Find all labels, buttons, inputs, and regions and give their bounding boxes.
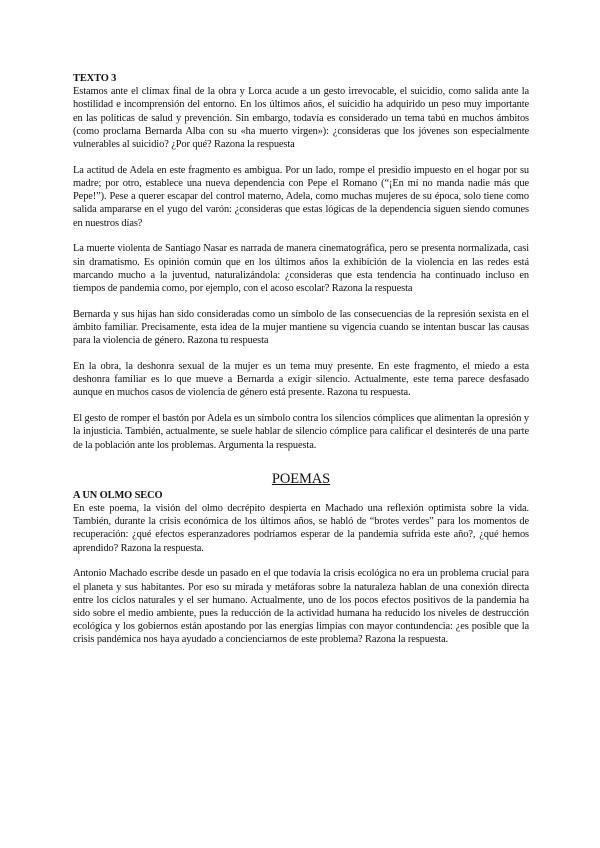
texto3-question-6: El gesto de romper el bastón por Adela es un símbolo contra los silencios cómplices que alimentan la opresión y la injusticia. También, actualmente, se suele hablar de silencio cómplice para calificar el desinterés de una parte de la población ante los problemas. Argumenta la respuesta. — [73, 413, 529, 451]
poem-subheading: A UN OLMO SECO — [73, 489, 163, 501]
texto3-question-1: Estamos ante el clímax final de la obra y Lorca acude a un gesto irrevocable, el suicidio, como salida ante la hostilidad e incomprensión del entorno. En los últimos años, el suicidio ha adquirido un peso muy importante en las políticas de salud y prevención. Sin embargo, todavía es considerado un tema tabú en muchos ámbitos (como proclama Bernarda Alba con su «ha muerto virgen»): ¿consideras que los jóvenes son especialmente vulnerables al suicidio? ¿Por qué? Razona la respuesta — [73, 86, 529, 151]
texto3-question-5: En la obra, la deshonra sexual de la mujer es un tema muy presente. En este fragmento, el miedo a esta deshonra familiar es lo que mueve a Bernarda a exigir silencio. Actualmente, este tema parece desfasado aunque en muchos casos de violencia de género está presente. Razona tu respuesta. — [73, 361, 529, 399]
texto3-heading: TEXTO 3 — [73, 73, 117, 84]
poem-question-1: En este poema, la visión del olmo decrépito despierta en Machado una reflexión optimista sobre la vida. También, durante la crisis económica de los últimos años, se habló de “brotes verdes” para los momentos de recuperación: ¿qué efectos esperanzadores podríamos esperar de la pandemia sufrida este año?, ¿qué hemos aprendido? Razona la respuesta. — [73, 503, 529, 554]
texto3-question-4: Bernarda y sus hijas han sido consideradas como un símbolo de las consecuencias de la represión sexista en el ámbito familiar. Precisamente, esta idea de la mujer mantiene su vigencia cuando se intentan buscar las causas para la violencia de género. Razona tu respuesta — [73, 308, 529, 347]
poemas-title: POEMAS — [271, 470, 331, 487]
texto3-question-3: La muerte violenta de Santiago Nasar es narrada de manera cinematográfica, pero se presenta normalizada, casi sin dramatismo. Es opinión común que en los últimos años la exhibición de la violencia en las redes está marcando mucho a la juventud, naturalizándola: ¿consideras que esta tendencia ha continuado incluso en tiempos de pandemia como, por ejemplo, con el acoso escolar? Razona la respuesta — [73, 243, 529, 295]
document-page — [73, 72, 529, 659]
texto3-question-2: La actitud de Adela en este fragmento es ambigua. Por un lado, rompe el presidio impuesto en el hogar por su madre; por otro, establece una nueva dependencia con Pepe el Romano (“¡En mí no manda nadie más que Pepe!”). Pese a querer escapar del control materno, Adela, como muchas mujeres de su época, solo tiene como salida ampararse en el yugo del varón: ¿consideras que estas lógicas de la dependencia siguen siendo comunes en nuestros días? — [73, 164, 529, 229]
poem-question-2: Antonio Machado escribe desde un pasado en el que todavía la crisis ecológica no era un problema crucial para el planeta y sus habitantes. Por eso su mirada y metáforas sobre la naturaleza hablan de una conexión directa entre los ciclos naturales y el ser humano. Actualmente, uno de los pocos efectos positivos de la pandemia ha sido sobre el medio ambiente, pues la reducción de la actividad humana ha reducido los niveles de destrucción ecológica y los gobiernos están apostando por las energías limpias con mayor contundencia: ¿es posible que la crisis pandémica nos haya ayudado a concienciarnos de este problema? Razona la respuesta. — [73, 568, 529, 646]
